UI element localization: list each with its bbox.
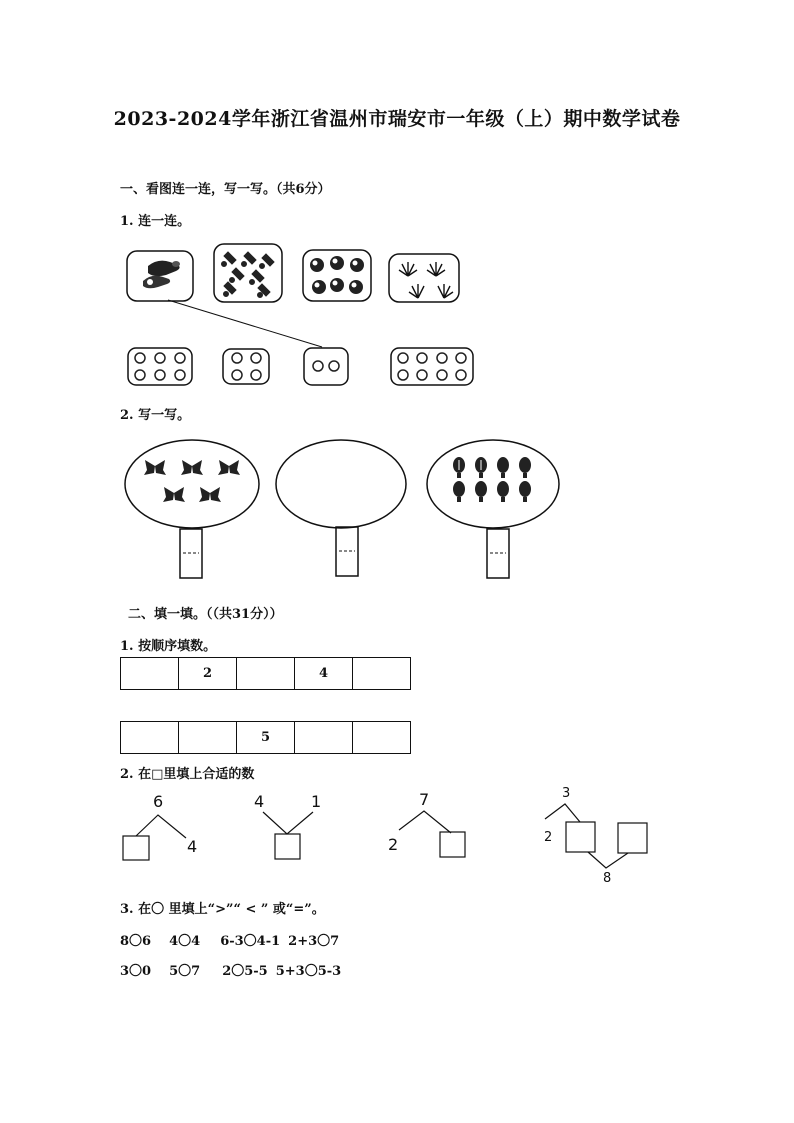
tree-1-blank-box[interactable]	[123, 836, 149, 860]
section-2-heading: 二、填一填。（（共31分））	[128, 607, 283, 622]
tree-2-left-number: 4	[254, 792, 265, 811]
question-1-1-label: 1. 连一连。	[120, 214, 191, 229]
compare-item[interactable]: 6-3〇4-1	[220, 934, 281, 949]
sequence-cell: 2	[179, 658, 237, 690]
question-2-1-label: 1. 按顺序填数。	[120, 639, 217, 654]
compare-row-1	[120, 930, 339, 949]
tree-2-right-number: 1	[311, 792, 322, 811]
question-2-3-label: 3. 在〇 里填上“>”“ < ” 或“=”。	[120, 902, 325, 917]
section-1-heading: 一、看图连一连，写一写。（共6分）	[120, 182, 331, 197]
compare-item[interactable]: 4〇4	[169, 934, 201, 949]
sequence-cell: 4	[295, 658, 353, 690]
question-2-2-label: 2. 在□里填上合适的数	[120, 767, 255, 782]
tree-4-top-number: 3	[562, 786, 571, 801]
compare-item[interactable]: 5〇7	[169, 964, 201, 979]
page-title: 2023-2024学年浙江省温州市瑞安市一年级（上）期中数学试卷	[113, 108, 681, 130]
compare-row-2	[120, 960, 341, 979]
compare-item[interactable]: 2+3〇7	[288, 934, 340, 949]
tree-4-blank-box-left[interactable]	[566, 822, 595, 852]
tree-3-top-number: 7	[419, 790, 430, 809]
tree-2-blank-box[interactable]	[275, 834, 300, 859]
compare-item[interactable]: 5+3〇5-3	[275, 964, 342, 979]
compare-item[interactable]: 3〇0	[120, 964, 152, 979]
tree-1-top-number: 6	[153, 792, 164, 811]
compare-item[interactable]: 8〇6	[120, 934, 152, 949]
tree-3-left-number: 2	[388, 835, 399, 854]
tree-3-blank-box[interactable]	[440, 832, 465, 857]
tree-1-right-number: 4	[187, 837, 198, 856]
tree-4-bottom-number: 8	[603, 871, 612, 886]
tree-4-left-number: 2	[544, 830, 553, 845]
question-1-2-label: 2. 写一写。	[120, 408, 191, 423]
tree-4-blank-box-right[interactable]	[618, 823, 647, 853]
sequence-cell: 5	[237, 722, 295, 754]
compare-item[interactable]: 2〇5-5	[222, 964, 268, 979]
